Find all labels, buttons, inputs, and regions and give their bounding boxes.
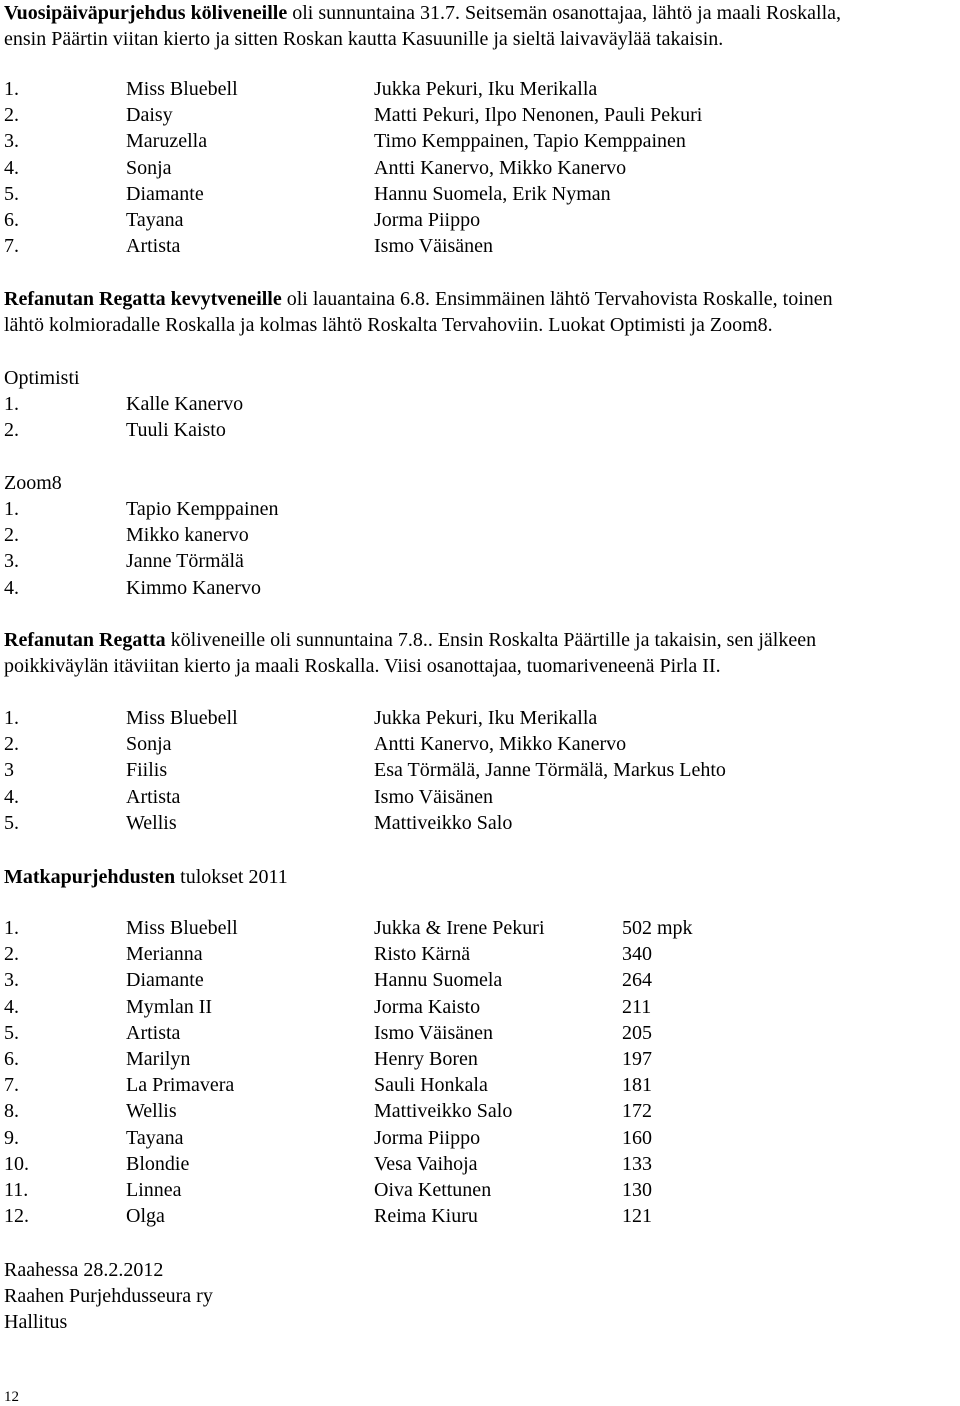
cruising-results-heading — [4, 864, 288, 890]
crew-names: Risto Kärnä — [374, 943, 471, 966]
boat-name: Maruzella — [126, 130, 208, 153]
intro-text-line2: ensin Päärtin viitan kierto ja sitten Roskan kautta Kasuunille ja sieltä laivaväylää takaisin. — [4, 28, 724, 50]
position: 5. — [4, 182, 19, 205]
light-boat-regatta-intro — [4, 286, 833, 338]
crew-names: Ismo Väisänen — [374, 1021, 494, 1044]
crew-names: Ismo Väisänen — [374, 235, 494, 258]
result-row — [4, 575, 278, 601]
result-row — [4, 417, 243, 443]
points: 211 — [622, 995, 652, 1018]
result-row — [4, 1098, 693, 1124]
points: 130 — [622, 1178, 652, 1201]
crew-names: Jorma Kaisto — [374, 995, 481, 1018]
position: 6. — [4, 208, 19, 231]
boat-name: Sonja — [126, 733, 172, 756]
position: 1. — [4, 393, 19, 415]
boat-name: Diamante — [126, 969, 204, 992]
result-row — [4, 76, 702, 102]
crew-names: Hannu Suomela — [374, 969, 503, 992]
boat-name: Olga — [126, 1205, 165, 1228]
crew-names: Mattiveikko Salo — [374, 1100, 513, 1123]
result-row — [4, 207, 702, 233]
result-row — [4, 391, 243, 417]
heading-rest: tulokset 2011 — [175, 866, 288, 888]
boat-name: Marilyn — [126, 1047, 191, 1070]
crew-names: Esa Törmälä, Janne Törmälä, Markus Lehto — [374, 759, 726, 782]
intro-paragraph — [4, 627, 816, 653]
boat-name: Miss Bluebell — [126, 78, 238, 100]
result-row — [4, 810, 726, 836]
result-row — [4, 1046, 693, 1072]
result-row — [4, 1020, 693, 1046]
points: 264 — [622, 969, 652, 992]
intro-text-line1: oli sunnuntaina 31.7. Seitsemän osanottajaa, lähtö ja maali Roskalla, — [287, 2, 842, 24]
boat-name: Wellis — [126, 811, 177, 834]
position: 7. — [4, 235, 19, 258]
section-heading — [4, 864, 288, 890]
organization-name: Raahen Purjehdusseura ry — [4, 1285, 213, 1307]
intro-text-line2: lähtö kolmioradalle Roskalla ja kolmas lähtö Roskalta Tervahoviin. Luokat Optimisti ja Zoom8. — [4, 314, 773, 336]
result-row — [4, 1177, 693, 1203]
position: 3. — [4, 130, 19, 153]
result-row — [4, 155, 702, 181]
position: 7. — [4, 1074, 19, 1097]
boat-name: Artista — [126, 235, 181, 258]
position: 5. — [4, 1021, 19, 1044]
boat-name: Diamante — [126, 182, 204, 205]
result-row — [4, 1203, 693, 1229]
points: 502 mpk — [622, 917, 693, 939]
race-title: Vuosipäiväpurjehdus köliveneille — [4, 2, 288, 24]
sailor-name: Kimmo Kanervo — [126, 576, 261, 599]
sailor-name: Tuuli Kaisto — [126, 419, 226, 442]
position: 3 — [4, 759, 14, 782]
position: 1. — [4, 707, 19, 729]
position: 4. — [4, 156, 19, 179]
result-row — [4, 915, 693, 941]
position: 6. — [4, 1047, 19, 1070]
result-row — [4, 705, 726, 731]
sailor-name: Tapio Kemppainen — [126, 498, 279, 520]
position: 3. — [4, 550, 19, 573]
points: 160 — [622, 1126, 652, 1149]
crew-names: Antti Kanervo, Mikko Kanervo — [374, 156, 627, 179]
optimisti-results — [4, 365, 243, 443]
crew-names: Henry Boren — [374, 1047, 478, 1070]
position: 2. — [4, 104, 19, 127]
class-heading: Zoom8 — [4, 472, 62, 494]
position: 4. — [4, 576, 19, 599]
heading-bold: Matkapurjehdusten — [4, 866, 176, 888]
points: 205 — [622, 1021, 652, 1044]
result-row — [4, 522, 278, 548]
position: 11. — [4, 1178, 29, 1201]
keelboat-regatta-results — [4, 705, 726, 836]
boat-name: Sonja — [126, 156, 172, 179]
result-row — [4, 994, 693, 1020]
crew-names: Sauli Honkala — [374, 1074, 488, 1097]
crew-names: Jukka & Irene Pekuri — [374, 917, 545, 939]
position: 8. — [4, 1100, 19, 1123]
result-row — [4, 102, 702, 128]
boat-name: Tayana — [126, 1126, 184, 1149]
position: 3. — [4, 969, 19, 992]
position: 4. — [4, 995, 19, 1018]
intro-text-line2: poikkiväylän itäviitan kierto ja maali Roskalla. Viisi osanottajaa, tuomariveneenä Pirla II. — [4, 655, 721, 677]
place-date: Raahessa 28.2.2012 — [4, 1259, 164, 1281]
result-row — [4, 496, 278, 522]
intro-paragraph — [4, 286, 833, 312]
position: 2. — [4, 524, 19, 547]
boat-name: Wellis — [126, 1100, 177, 1123]
position: 1. — [4, 917, 19, 939]
points: 197 — [622, 1047, 652, 1070]
boat-name: La Primavera — [126, 1074, 235, 1097]
result-row — [4, 967, 693, 993]
sailor-name: Mikko kanervo — [126, 524, 249, 547]
boat-name: Tayana — [126, 208, 184, 231]
boat-name: Blondie — [126, 1152, 190, 1175]
race-title: Refanutan Regatta kevytveneille — [4, 288, 282, 310]
boat-name: Daisy — [126, 104, 173, 127]
result-row — [4, 731, 726, 757]
boat-name: Artista — [126, 785, 181, 808]
crew-names: Reima Kiuru — [374, 1205, 478, 1228]
crew-names: Antti Kanervo, Mikko Kanervo — [374, 733, 627, 756]
result-row — [4, 181, 702, 207]
position: 5. — [4, 811, 19, 834]
position: 9. — [4, 1126, 19, 1149]
result-row — [4, 757, 726, 783]
cruising-results-table — [4, 915, 693, 1229]
crew-names: Jorma Piippo — [374, 208, 481, 231]
position: 2. — [4, 943, 19, 966]
sailor-name: Kalle Kanervo — [126, 393, 244, 415]
crew-names: Jukka Pekuri, Iku Merikalla — [374, 707, 598, 729]
page-number: 12 — [4, 1389, 19, 1405]
boat-name: Artista — [126, 1021, 181, 1044]
points: 121 — [622, 1205, 652, 1228]
position: 12. — [4, 1205, 29, 1228]
boat-name: Fiilis — [126, 759, 168, 782]
result-row — [4, 1072, 693, 1098]
signature-block — [4, 1257, 213, 1335]
result-row — [4, 941, 693, 967]
class-heading: Optimisti — [4, 367, 80, 389]
result-row — [4, 1125, 693, 1151]
crew-names: Timo Kemppainen, Tapio Kemppainen — [374, 130, 686, 153]
boat-name: Merianna — [126, 943, 203, 966]
sailor-name: Janne Törmälä — [126, 550, 244, 573]
crew-names: Jorma Piippo — [374, 1126, 481, 1149]
result-row — [4, 233, 702, 259]
intro-paragraph — [4, 0, 841, 26]
points: 172 — [622, 1100, 652, 1123]
position: 4. — [4, 785, 19, 808]
boat-name: Mymlan II — [126, 995, 213, 1018]
position: 1. — [4, 78, 19, 100]
position: 2. — [4, 733, 19, 756]
crew-names: Jukka Pekuri, Iku Merikalla — [374, 78, 598, 100]
zoom8-results — [4, 470, 278, 601]
intro-text-line1: köliveneille oli sunnuntaina 7.8.. Ensin Roskalta Päärtille ja takaisin, sen jälkeen — [165, 629, 817, 651]
crew-names: Hannu Suomela, Erik Nyman — [374, 182, 611, 205]
result-row — [4, 548, 278, 574]
boat-name: Linnea — [126, 1178, 182, 1201]
anniversary-race-results — [4, 76, 702, 259]
points: 181 — [622, 1074, 652, 1097]
result-row — [4, 128, 702, 154]
crew-names: Ismo Väisänen — [374, 785, 494, 808]
boat-name: Miss Bluebell — [126, 707, 238, 729]
crew-names: Oiva Kettunen — [374, 1178, 492, 1201]
result-row — [4, 784, 726, 810]
boat-name: Miss Bluebell — [126, 917, 238, 939]
points: 340 — [622, 943, 652, 966]
intro-text-line1: oli lauantaina 6.8. Ensimmäinen lähtö Tervahovista Roskalle, toinen — [281, 288, 833, 310]
points: 133 — [622, 1152, 652, 1175]
result-row — [4, 1151, 693, 1177]
keelboat-regatta-intro — [4, 627, 816, 679]
anniversary-race-intro — [4, 0, 841, 52]
crew-names: Mattiveikko Salo — [374, 811, 513, 834]
crew-names: Matti Pekuri, Ilpo Nenonen, Pauli Pekuri — [374, 104, 703, 127]
position: 2. — [4, 419, 19, 442]
crew-names: Vesa Vaihoja — [374, 1152, 478, 1175]
position: 1. — [4, 498, 19, 520]
race-title: Refanutan Regatta — [4, 629, 166, 651]
position: 10. — [4, 1152, 29, 1175]
signer: Hallitus — [4, 1311, 68, 1333]
